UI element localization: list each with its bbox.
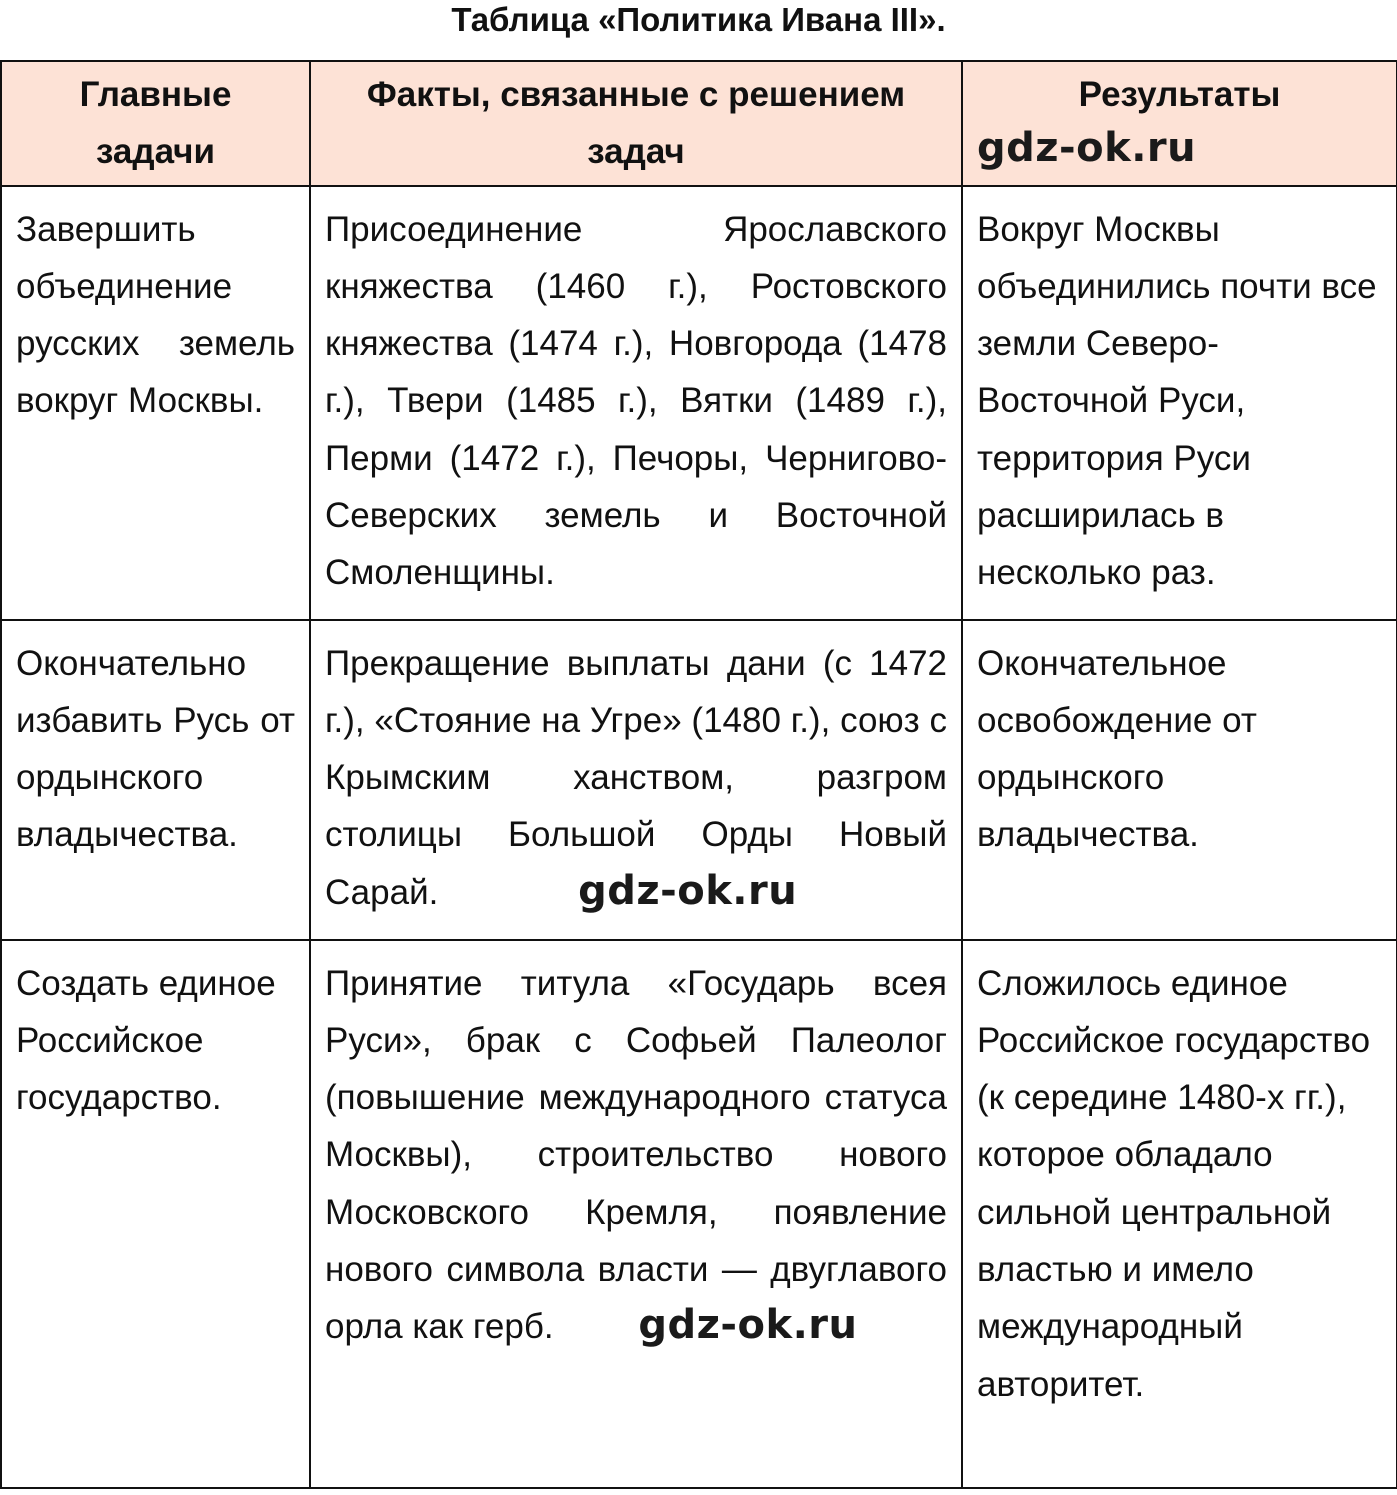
cell-facts-text: Прекращение выплаты дани (с 1472 г.), «Стояние на Угре» (1480 г.), союз с Крымским ханством, разгром столицы Большой Орды Новый Сарай. (325, 643, 947, 912)
cell-result: Сложилось единое Российское государство (к середине 1480-х гг.), которое обладало сильной центральной властью и имело международный авторитет. (962, 940, 1397, 1488)
cell-facts (310, 940, 962, 1488)
header-results (962, 61, 1397, 186)
header-results-label: Результаты (1078, 75, 1281, 114)
page-title: Таблица «Политика Ивана III». (451, 1, 946, 38)
header-tasks (1, 61, 310, 186)
watermark-logo: gdz-ok.ru (578, 867, 798, 914)
cell-task: Завершить объединение русских земель вокруг Москвы. (1, 186, 310, 620)
cell-facts: Присоединение Ярославского княжества (1460 г.), Ростовского княжества (1474 г.), Новгорода (1478 г.), Твери (1485 г.), Вятки (1489 г.), Перми (1472 г.), Печоры, Чернигово-Северских земель и Восточной Смоленщины. (310, 186, 962, 620)
watermark-logo: gdz-ok.ru (977, 125, 1197, 172)
cell-task: Создать единое Российское государство. (1, 940, 310, 1488)
table-row (1, 940, 1397, 1488)
watermark-logo: gdz-ok.ru (638, 1302, 858, 1349)
cell-result: Окончательное освобождение от ордынского владычества. (962, 620, 1397, 940)
header-tasks-label: Главные задачи (79, 75, 232, 172)
table-row (1, 186, 1397, 620)
cell-facts (310, 620, 962, 940)
cell-facts-text: Принятие титула «Государь всея Руси», брак с Софьей Палеолог (повышение международного статуса Москвы), строительство нового Московского Кремля, появление нового символа власти — двуглавого орла как герб. (325, 963, 947, 1347)
header-facts (310, 61, 962, 186)
header-facts-label: Факты, связанные с решением задач (366, 75, 906, 172)
table-header-row (1, 61, 1397, 186)
cell-task: Окончательно избавить Русь от ордынского владычества. (1, 620, 310, 940)
policy-table (0, 60, 1397, 1489)
table-row (1, 620, 1397, 940)
cell-result: Вокруг Москвы объединились почти все земли Северо-Восточной Руси, территория Руси расширилась в несколько раз. (962, 186, 1397, 620)
